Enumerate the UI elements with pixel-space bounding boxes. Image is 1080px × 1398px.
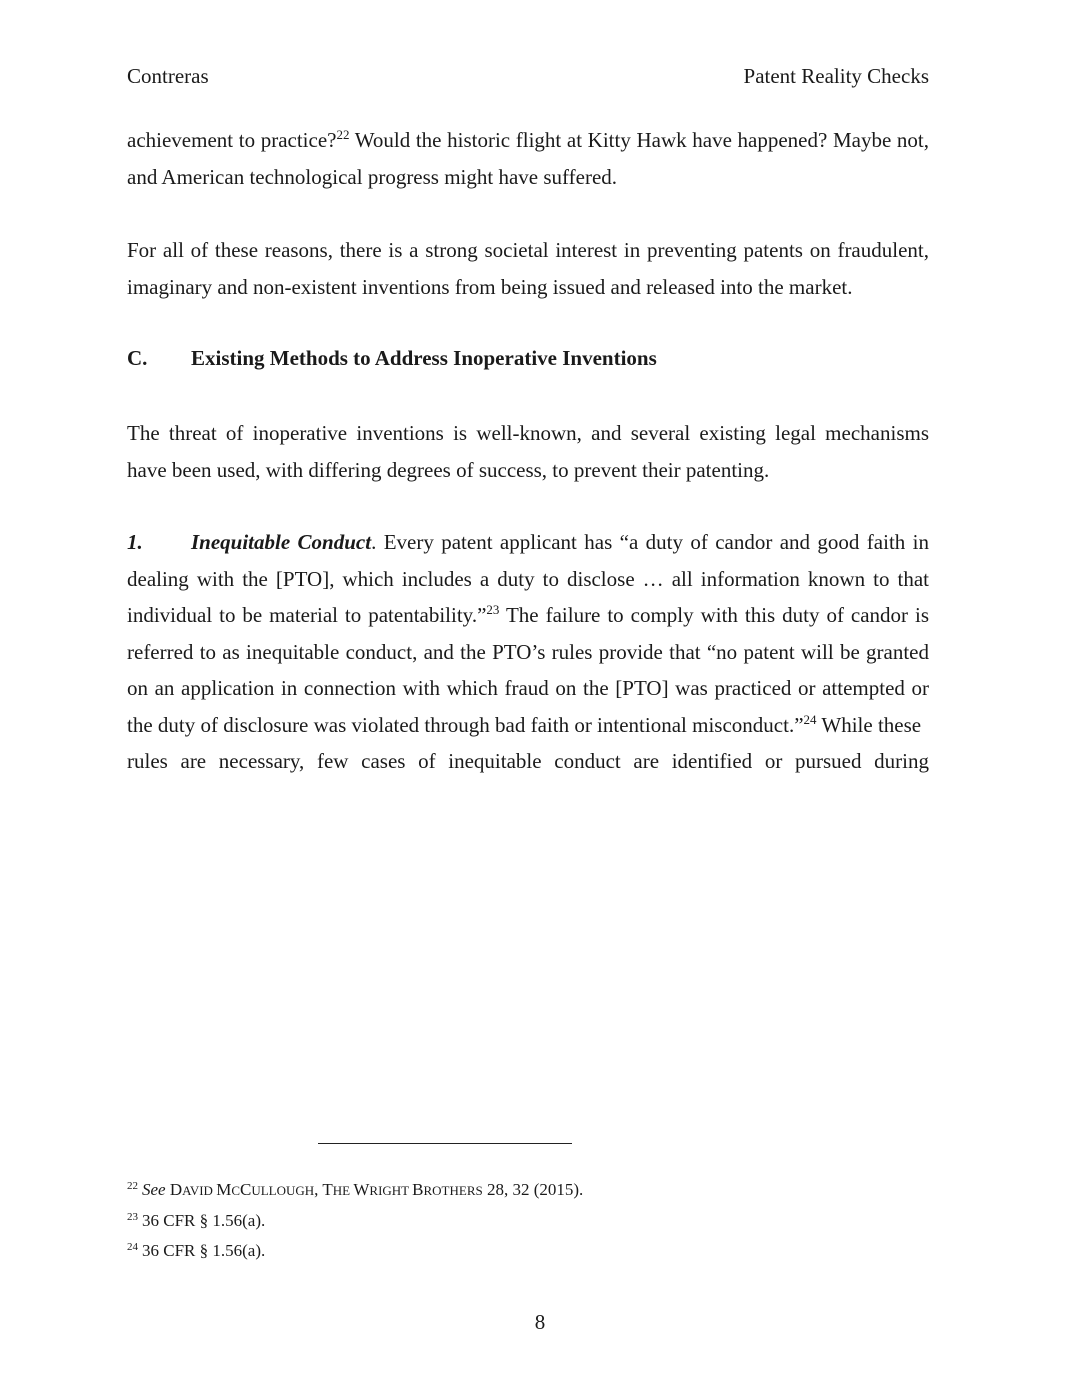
page-number: 8 [534, 1310, 546, 1334]
running-header-author: Contreras [127, 64, 209, 88]
footnote-22: $^{22}$ See DAVID MCCULLOUGH, THE WRIGHT BROTHERS 28, 32 (2015). [127, 1180, 584, 1199]
running-header-title: Patent Reality Checks [743, 64, 929, 88]
section-number: C. [127, 346, 148, 370]
footnote-ref-23[interactable]: 23 [486, 602, 500, 617]
footnote-23: $^{23}$ 36 CFR § 1.56(a). [127, 1210, 266, 1230]
paragraph-last-line: rules are necessary, few cases of inequitable conduct are identified or pursued during [127, 749, 929, 773]
paragraph-inequitable-conduct: 1. Inequitable Conduct. Every patent applicant has “a duty of candor and good faith in dealing with the [PTO], which includes a duty to disclose … all information known to that individual to be material to patentability.”$^{23}$ The failure to comply with this duty of candor is referred to as inequitable conduct, and the PTO’s rules provide that “no patent will be granted on an application in connection with which fraud on the [PTO] was practiced or attempted or the duty of disclosure was violated through bad faith or intentional misconduct.”$^{24}$ While these rules are necessary, few cases of inequitable conduct are identified or pursued during [127, 524, 929, 780]
paragraph-threat: The threat of inoperative inventions is well-known, and several existing legal mechanisms have been used, with differing degrees of success, to prevent their patenting. [127, 421, 929, 482]
footnote-separator [318, 1143, 572, 1144]
section-title: Existing Methods to Address Inoperative Inventions [191, 346, 657, 370]
footnote-ref-24[interactable]: 24 [803, 711, 817, 727]
footnote-24: $^{24}$ 36 CFR § 1.56(a). [127, 1241, 266, 1260]
paragraph-kitty-hawk: achievement to practice?$^{22}$ Would the historic flight at Kitty Hawk have happened? Maybe not, and American technological progress might have suffered. [127, 127, 929, 189]
paragraph-societal-interest: For all of these reasons, there is a strong societal interest in preventing patents on fraudulent, imaginary and non-existent inventions from being issued and released into the market. [127, 238, 929, 299]
footnote-ref-22[interactable]: 22 [336, 127, 350, 142]
subsection-title: Inequitable Conduct [191, 530, 372, 554]
section-heading [127, 346, 657, 371]
subsection-number: 1. [127, 530, 143, 554]
footnotes [127, 1179, 583, 1271]
